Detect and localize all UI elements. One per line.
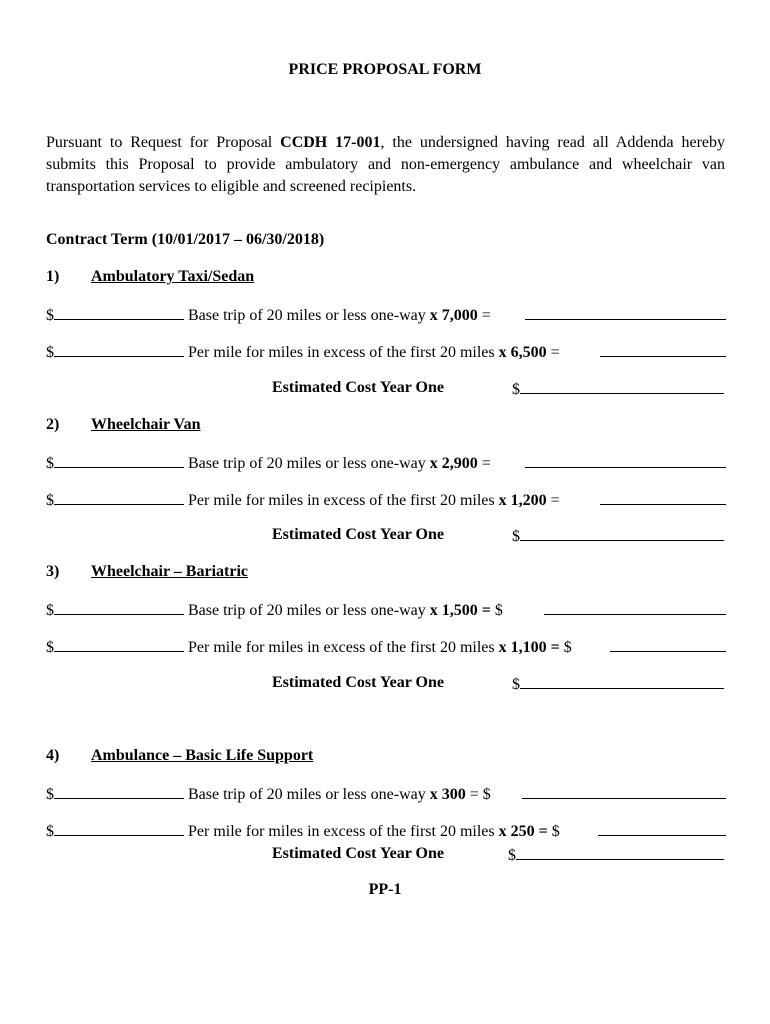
row-total-field[interactable] (525, 453, 726, 468)
row-equals: $ (547, 823, 560, 840)
estimated-cost-row (508, 845, 724, 865)
price-row (46, 342, 726, 362)
section-title: Ambulance – Basic Life Support (91, 747, 314, 764)
row-total-field[interactable] (600, 490, 726, 505)
row-description: Base trip of 20 miles or less one-way (184, 455, 430, 472)
currency-sign: $ (46, 492, 54, 509)
row-equals: = (546, 344, 560, 361)
currency-sign: $ (46, 639, 54, 656)
currency-sign: $ (46, 602, 54, 619)
section-title: Wheelchair – Bariatric (91, 563, 248, 580)
row-equals: = (477, 455, 491, 472)
row-total-field[interactable] (598, 821, 726, 836)
intro-paragraph (46, 132, 725, 198)
unit-price-field[interactable] (54, 342, 184, 357)
estimated-cost-label: Estimated Cost Year One (272, 379, 444, 396)
row-multiplier: x 1,200 (498, 492, 547, 509)
row-multiplier: x 1,100 = (498, 639, 560, 656)
row-multiplier: x 6,500 (498, 344, 547, 361)
row-description: Per mile for miles in excess of the first 20 miles (184, 492, 499, 509)
estimated-cost-row (512, 526, 724, 546)
section-title: Wheelchair Van (91, 416, 201, 433)
unit-price-field[interactable] (54, 305, 184, 320)
price-row (46, 821, 726, 841)
estimated-cost-field[interactable] (520, 526, 724, 541)
row-total-field[interactable] (522, 784, 726, 799)
row-equals: = $ (465, 786, 491, 803)
row-description: Per mile for miles in excess of the first 20 miles (184, 639, 499, 656)
currency-sign: $ (46, 344, 54, 361)
unit-price-field[interactable] (54, 637, 184, 652)
currency-sign: $ (46, 455, 54, 472)
price-row (46, 490, 726, 510)
unit-price-field[interactable] (54, 821, 184, 836)
row-total-field[interactable] (525, 305, 726, 320)
row-multiplier: x 2,900 (429, 455, 478, 472)
estimated-cost-field[interactable] (520, 379, 724, 394)
row-multiplier: x 1,500 = (429, 602, 491, 619)
row-multiplier: x 7,000 (429, 307, 478, 324)
row-equals: $ (559, 639, 572, 656)
page-number: PP-1 (368, 881, 402, 898)
section-title: Ambulatory Taxi/Sedan (91, 268, 255, 285)
estimated-cost-field[interactable] (516, 845, 724, 860)
currency-sign: $ (46, 307, 54, 324)
section-number: 2) (46, 416, 60, 433)
row-total-field[interactable] (610, 637, 726, 652)
currency-sign: $ (512, 528, 520, 545)
price-row (46, 305, 726, 325)
row-total-field[interactable] (544, 600, 726, 615)
row-equals: = (477, 307, 491, 324)
price-row (46, 600, 726, 620)
section-number: 1) (46, 268, 60, 285)
intro-text-before: Pursuant to Request for Proposal (46, 134, 281, 151)
row-description: Per mile for miles in excess of the first 20 miles (184, 823, 499, 840)
price-row (46, 784, 726, 804)
currency-sign: $ (46, 786, 54, 803)
currency-sign: $ (46, 823, 54, 840)
section-number: 4) (46, 747, 60, 764)
estimated-cost-row (512, 674, 724, 694)
rfp-number: CCDH 17-001 (280, 134, 381, 151)
unit-price-field[interactable] (54, 784, 184, 799)
estimated-cost-label: Estimated Cost Year One (272, 526, 444, 543)
price-row (46, 637, 726, 657)
row-description: Per mile for miles in excess of the first 20 miles (184, 344, 499, 361)
row-equals: $ (490, 602, 503, 619)
intro-text-after: , the undersigned having read all Addenda hereby submits this Proposal to provide ambulatory and non-emergency ambulance and wheelchair van transportation services to eligible and screened recipients. (46, 134, 725, 195)
row-description: Base trip of 20 miles or less one-way (184, 786, 430, 803)
unit-price-field[interactable] (54, 453, 184, 468)
row-total-field[interactable] (600, 342, 726, 357)
row-description: Base trip of 20 miles or less one-way (184, 602, 430, 619)
section-number: 3) (46, 563, 60, 580)
estimated-cost-field[interactable] (520, 674, 724, 689)
currency-sign: $ (508, 847, 516, 864)
unit-price-field[interactable] (54, 600, 184, 615)
row-multiplier: x 300 (429, 786, 466, 803)
page-title: PRICE PROPOSAL FORM (288, 61, 482, 78)
currency-sign: $ (512, 676, 520, 693)
row-multiplier: x 250 = (498, 823, 548, 840)
contract-term: Contract Term (10/01/2017 – 06/30/2018) (46, 231, 325, 248)
price-row (46, 453, 726, 473)
row-description: Base trip of 20 miles or less one-way (184, 307, 430, 324)
estimated-cost-row (512, 379, 724, 399)
currency-sign: $ (512, 381, 520, 398)
estimated-cost-label: Estimated Cost Year One (272, 674, 444, 691)
row-equals: = (546, 492, 560, 509)
estimated-cost-label: Estimated Cost Year One (272, 845, 444, 862)
unit-price-field[interactable] (54, 490, 184, 505)
